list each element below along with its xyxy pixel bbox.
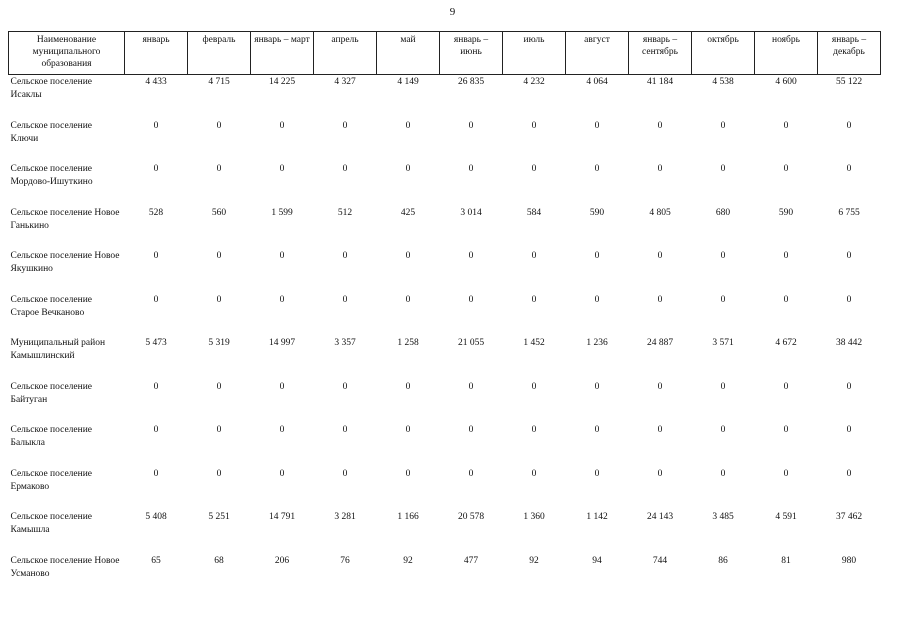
value-cell: 37 462	[835, 512, 863, 522]
value-cell: 65	[151, 555, 161, 566]
value-cell: 0	[531, 164, 537, 174]
table-row	[9, 250, 881, 294]
value-cell: 4 433	[145, 77, 167, 87]
column-header-period: январь – декабрь	[818, 32, 881, 75]
value-cell: 980	[841, 555, 857, 566]
value-cell: 0	[720, 294, 726, 305]
value-cell: 0	[153, 164, 159, 174]
value-cell: 680	[715, 207, 731, 218]
value-cell: 0	[279, 251, 285, 261]
value-cell: 0	[783, 251, 789, 261]
municipality-name: Сельское поселение Балыкла	[10, 425, 93, 448]
column-header-period: январь	[125, 32, 188, 75]
value-cell: 0	[468, 294, 474, 305]
value-cell: 0	[594, 425, 600, 435]
table-row	[9, 207, 881, 251]
value-cell: 590	[589, 207, 605, 218]
value-cell: 4 672	[775, 338, 797, 348]
table-row	[9, 75, 881, 120]
value-cell: 0	[216, 120, 222, 131]
value-cell: 0	[846, 381, 852, 392]
value-cell: 0	[405, 120, 411, 131]
value-cell: 0	[783, 120, 789, 131]
column-header-period: февраль	[188, 32, 251, 75]
value-cell: 4 327	[334, 77, 356, 87]
value-cell: 4 538	[712, 77, 734, 87]
data-table	[8, 31, 881, 598]
value-cell: 512	[337, 207, 353, 218]
table-row	[9, 120, 881, 164]
table-row	[9, 424, 881, 468]
value-cell: 0	[594, 120, 600, 131]
value-cell: 26 835	[457, 77, 485, 87]
column-header-period: август	[566, 32, 629, 75]
value-cell: 24 143	[646, 512, 674, 522]
value-cell: 0	[468, 164, 474, 174]
value-cell: 528	[148, 207, 164, 218]
value-cell: 0	[783, 294, 789, 305]
value-cell: 0	[342, 294, 348, 305]
table-row	[9, 555, 881, 599]
value-cell: 0	[405, 164, 411, 174]
value-cell: 4 232	[523, 77, 545, 87]
value-cell: 55 122	[835, 77, 863, 87]
value-cell: 0	[342, 164, 348, 174]
table-row	[9, 337, 881, 381]
value-cell: 0	[279, 381, 285, 392]
value-cell: 0	[531, 468, 537, 479]
value-cell: 0	[846, 425, 852, 435]
municipality-name: Сельское поселение Ермаково	[10, 468, 93, 492]
value-cell: 0	[342, 120, 348, 131]
column-header-period: ноябрь	[755, 32, 818, 75]
value-cell: 0	[468, 425, 474, 435]
value-cell: 0	[216, 164, 222, 174]
column-header-period: январь – март	[251, 32, 314, 75]
value-cell: 92	[403, 555, 413, 566]
value-cell: 0	[216, 425, 222, 435]
municipality-name: Сельское поселение Камышла	[10, 512, 93, 535]
municipality-name: Сельское поселение Новое Якушкино	[10, 251, 120, 274]
value-cell: 4 064	[586, 77, 608, 87]
value-cell: 5 473	[145, 338, 167, 348]
value-cell: 1 599	[271, 207, 293, 218]
value-cell: 0	[720, 425, 726, 435]
value-cell: 1 452	[523, 338, 545, 348]
value-cell: 0	[594, 251, 600, 261]
value-cell: 0	[468, 120, 474, 131]
value-cell: 0	[279, 294, 285, 305]
value-cell: 0	[783, 468, 789, 479]
value-cell: 0	[846, 251, 852, 261]
value-cell: 0	[531, 425, 537, 435]
value-cell: 5 251	[208, 512, 230, 522]
value-cell: 0	[720, 468, 726, 479]
value-cell: 0	[657, 120, 663, 131]
value-cell: 1 142	[586, 512, 608, 522]
value-cell: 0	[720, 164, 726, 174]
value-cell: 0	[846, 164, 852, 174]
value-cell: 590	[778, 207, 794, 218]
value-cell: 1 360	[523, 512, 545, 522]
value-cell: 94	[592, 555, 602, 566]
municipality-name: Сельское поселение Байтуган	[10, 381, 93, 405]
value-cell: 0	[846, 468, 852, 479]
value-cell: 14 997	[268, 338, 296, 348]
value-cell: 744	[652, 555, 668, 566]
value-cell: 560	[211, 207, 227, 218]
value-cell: 0	[342, 425, 348, 435]
value-cell: 0	[594, 381, 600, 392]
value-cell: 4 600	[775, 77, 797, 87]
value-cell: 0	[531, 120, 537, 131]
value-cell: 5 408	[145, 512, 167, 522]
table-body	[9, 75, 881, 599]
value-cell: 0	[531, 294, 537, 305]
value-cell: 3 485	[712, 512, 734, 522]
value-cell: 0	[153, 381, 159, 392]
table-row	[9, 511, 881, 555]
column-header-period: май	[377, 32, 440, 75]
value-cell: 4 715	[208, 77, 230, 87]
table-row	[9, 163, 881, 207]
municipality-name: Сельское поселение Новое Усманово	[10, 555, 120, 579]
value-cell: 0	[468, 251, 474, 261]
value-cell: 86	[718, 555, 728, 566]
value-cell: 0	[720, 120, 726, 131]
value-cell: 0	[720, 251, 726, 261]
value-cell: 0	[216, 468, 222, 479]
value-cell: 0	[594, 294, 600, 305]
value-cell: 0	[153, 294, 159, 305]
value-cell: 206	[274, 555, 290, 566]
value-cell: 0	[342, 468, 348, 479]
value-cell: 0	[342, 381, 348, 392]
value-cell: 21 055	[457, 338, 485, 348]
value-cell: 3 571	[712, 338, 734, 348]
value-cell: 0	[468, 381, 474, 392]
value-cell: 4 805	[649, 207, 671, 218]
value-cell: 20 578	[457, 512, 485, 522]
municipality-name: Сельское поселение Новое Ганькино	[10, 207, 120, 231]
value-cell: 0	[216, 251, 222, 261]
value-cell: 0	[216, 294, 222, 305]
value-cell: 1 236	[586, 338, 608, 348]
value-cell: 0	[279, 120, 285, 131]
value-cell: 0	[405, 425, 411, 435]
value-cell: 0	[846, 120, 852, 131]
value-cell: 0	[720, 381, 726, 392]
value-cell: 0	[783, 381, 789, 392]
value-cell: 0	[153, 251, 159, 261]
value-cell: 0	[657, 251, 663, 261]
value-cell: 0	[279, 164, 285, 174]
value-cell: 4 149	[397, 77, 419, 87]
value-cell: 0	[153, 425, 159, 435]
municipality-name: Сельское поселение Старое Вечканово	[10, 294, 93, 318]
value-cell: 0	[405, 468, 411, 479]
value-cell: 0	[594, 468, 600, 479]
value-cell: 14 791	[268, 512, 296, 522]
value-cell: 0	[531, 381, 537, 392]
municipality-name: Сельское поселение Мордово-Ишуткино	[10, 164, 93, 187]
page-number: 9	[449, 6, 456, 18]
value-cell: 0	[153, 468, 159, 479]
column-header-period: апрель	[314, 32, 377, 75]
value-cell: 0	[657, 381, 663, 392]
table-row	[9, 468, 881, 512]
value-cell: 0	[783, 425, 789, 435]
municipality-name: Муниципальный район Камышлинский	[10, 338, 106, 361]
value-cell: 0	[594, 164, 600, 174]
value-cell: 0	[279, 425, 285, 435]
column-header-period: январь – июнь	[440, 32, 503, 75]
table-header-row	[9, 32, 881, 75]
value-cell: 3 281	[334, 512, 356, 522]
value-cell: 0	[846, 294, 852, 305]
table-row	[9, 381, 881, 425]
value-cell: 0	[657, 425, 663, 435]
column-header-period: октябрь	[692, 32, 755, 75]
value-cell: 76	[340, 555, 350, 566]
value-cell: 24 887	[646, 338, 674, 348]
value-cell: 1 258	[397, 338, 419, 348]
value-cell: 0	[279, 468, 285, 479]
value-cell: 0	[405, 294, 411, 305]
value-cell: 3 014	[460, 207, 482, 218]
value-cell: 0	[342, 251, 348, 261]
value-cell: 3 357	[334, 338, 356, 348]
value-cell: 0	[468, 468, 474, 479]
value-cell: 0	[531, 251, 537, 261]
value-cell: 584	[526, 207, 542, 218]
column-header-period: январь – сентябрь	[629, 32, 692, 75]
value-cell: 425	[400, 207, 416, 218]
value-cell: 81	[781, 555, 791, 566]
value-cell: 0	[657, 294, 663, 305]
municipality-name: Сельское поселение Ключи	[10, 120, 93, 144]
value-cell: 92	[529, 555, 539, 566]
value-cell: 1 166	[397, 512, 419, 522]
value-cell: 0	[153, 120, 159, 131]
municipality-name: Сельское поселение Исаклы	[10, 77, 93, 100]
value-cell: 68	[214, 555, 224, 566]
value-cell: 4 591	[775, 512, 797, 522]
value-cell: 0	[657, 164, 663, 174]
value-cell: 6 755	[838, 207, 860, 218]
value-cell: 0	[783, 164, 789, 174]
value-cell: 38 442	[835, 338, 863, 348]
value-cell: 477	[463, 555, 479, 566]
value-cell: 0	[216, 381, 222, 392]
value-cell: 0	[405, 381, 411, 392]
value-cell: 14 225	[268, 77, 296, 87]
table-row	[9, 294, 881, 338]
value-cell: 0	[657, 468, 663, 479]
column-header-period: июль	[503, 32, 566, 75]
column-header-name: Наименование муниципального образования	[9, 32, 125, 75]
value-cell: 0	[405, 251, 411, 261]
value-cell: 5 319	[208, 338, 230, 348]
value-cell: 41 184	[646, 77, 674, 87]
